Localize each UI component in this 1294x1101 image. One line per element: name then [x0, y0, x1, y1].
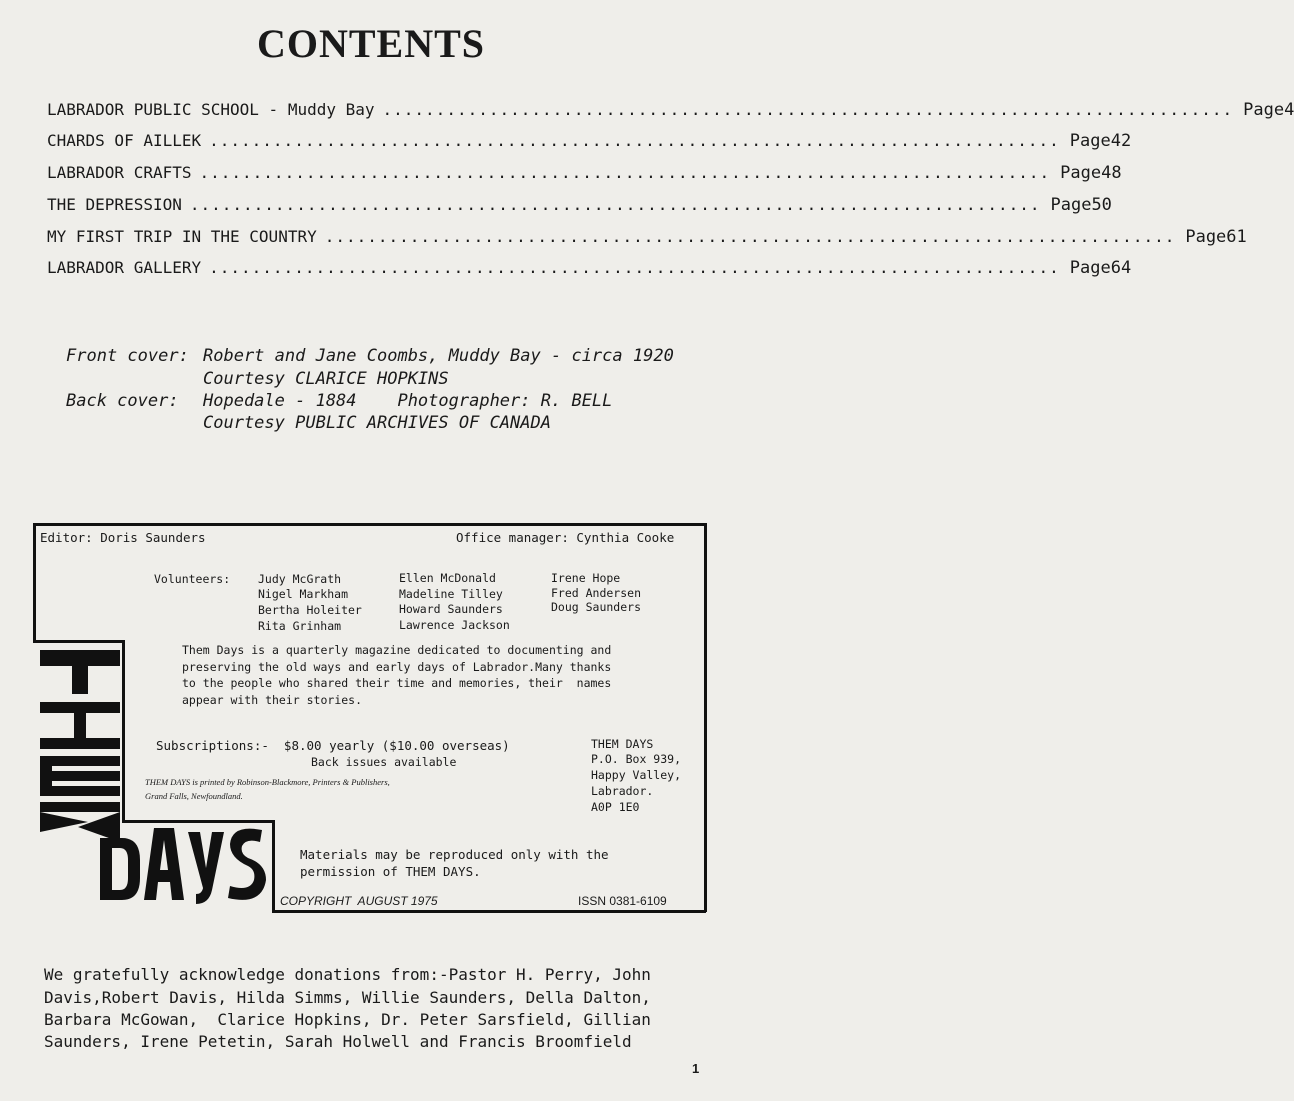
printer-line: THEM DAYS is printed by Robinson-Blackmore, Printers & Publishers,	[145, 777, 390, 787]
toc-page-number: 61	[1226, 227, 1247, 247]
front-cover-caption: Robert and Jane Coombs, Muddy Bay - circa 1920	[203, 346, 674, 366]
address-line: Labrador.	[591, 784, 654, 798]
toc-page-number: 50	[1091, 195, 1112, 215]
materials-line: Materials may be reproduced only with the	[300, 847, 609, 862]
description-line: preserving the old ways and early days of Labrador.Many thanks	[182, 660, 612, 674]
volunteer-name: Lawrence Jackson	[399, 618, 510, 632]
volunteer-name: Nigel Markham	[258, 587, 349, 601]
toc-entry-title: MY FIRST TRIP IN THE COUNTRY	[47, 227, 317, 246]
office-manager-credit: Office manager: Cynthia Cooke	[456, 530, 675, 545]
issn-number: ISSN 0381-6109	[578, 894, 667, 908]
toc-page-number: 4	[1284, 100, 1294, 120]
description-line: to the people who shared their time and memories, their names	[182, 676, 612, 690]
box-border	[272, 910, 706, 913]
toc-entry-title: CHARDS OF AILLEK	[47, 131, 202, 150]
description-line: Them Days is a quarterly magazine dedicated to documenting and	[182, 643, 612, 657]
address-line: P.O. Box 939,	[591, 752, 682, 766]
box-border	[704, 523, 707, 912]
toc-entry[interactable]	[47, 163, 1122, 189]
toc-entry[interactable]	[47, 258, 1132, 284]
toc-entry-title: LABRADOR PUBLIC SCHOOL - Muddy Bay	[47, 100, 375, 119]
toc-page-number: 48	[1101, 163, 1122, 183]
page-title: CONTENTS	[256, 21, 486, 66]
toc-leader-dots: ................................................................................	[199, 163, 1051, 182]
description-line: appear with their stories.	[182, 693, 363, 707]
acknowledgement-line: Barbara McGowan, Clarice Hopkins, Dr. Peter Sarsfield, Gillian	[44, 1010, 651, 1029]
volunteer-name: Madeline Tilley	[399, 587, 503, 601]
box-border	[272, 820, 275, 912]
acknowledgement-line: Saunders, Irene Petetin, Sarah Holwell and Francis Broomfield	[44, 1032, 632, 1051]
volunteer-name: Ellen McDonald	[399, 571, 496, 585]
back-cover-courtesy: Courtesy PUBLIC ARCHIVES OF CANADA	[203, 413, 551, 433]
toc-page-label: Page	[1069, 131, 1111, 151]
back-cover-caption: Hopedale - 1884 Photographer: R. BELL	[203, 391, 613, 411]
toc-page-label: Page	[1050, 195, 1092, 215]
toc-entry[interactable]	[47, 100, 1294, 126]
days-wordmark-icon	[96, 820, 268, 906]
toc-entry[interactable]	[47, 227, 1247, 253]
toc-entry[interactable]	[47, 131, 1132, 157]
volunteer-name: Irene Hope	[551, 571, 621, 585]
page-number: 1	[692, 1061, 700, 1076]
volunteer-name: Rita Grinham	[258, 619, 342, 633]
toc-leader-dots: ................................................................................	[382, 100, 1234, 119]
front-cover-courtesy: Courtesy CLARICE HOPKINS	[203, 369, 449, 389]
toc-page-number: 64	[1110, 258, 1132, 278]
toc-page-label: Page	[1060, 163, 1102, 183]
back-cover-label: Back cover:	[66, 391, 179, 411]
address-line: THEM DAYS	[591, 737, 654, 751]
box-border	[33, 523, 36, 641]
volunteer-name: Doug Saunders	[551, 600, 642, 614]
toc-page-number: 42	[1110, 131, 1132, 151]
copyright-notice: COPYRIGHT AUGUST 1975	[280, 894, 438, 908]
toc-leader-dots: ................................................................................	[189, 195, 1041, 214]
toc-page-label: Page	[1185, 227, 1227, 247]
address-line: Happy Valley,	[591, 768, 682, 782]
editor-credit: Editor: Doris Saunders	[40, 530, 206, 545]
acknowledgement-line: Davis,Robert Davis, Hilda Simms, Willie Saunders, Della Dalton,	[44, 988, 651, 1007]
box-border	[33, 523, 705, 526]
front-cover-label: Front cover:	[66, 346, 189, 366]
toc-entry-title: LABRADOR CRAFTS	[47, 163, 192, 182]
toc-entry[interactable]	[47, 195, 1112, 221]
toc-leader-dots: ................................................................................	[324, 227, 1176, 246]
address-line: A0P 1E0	[591, 800, 640, 814]
volunteer-name: Fred Andersen	[551, 586, 642, 600]
toc-entry-title: LABRADOR GALLERY	[47, 258, 202, 277]
back-issues-line: Back issues available	[311, 755, 457, 769]
toc-entry-title: THE DEPRESSION	[47, 195, 182, 214]
subscriptions-line: Subscriptions:- $8.00 yearly ($10.00 overseas)	[156, 738, 510, 753]
toc-leader-dots: ................................................................................	[209, 258, 1060, 277]
acknowledgement-line: We gratefully acknowledge donations from:-Pastor H. Perry, John	[44, 965, 651, 984]
volunteer-name: Judy McGrath	[258, 572, 342, 586]
toc-page-label: Page	[1243, 100, 1285, 120]
toc-page-label: Page	[1069, 258, 1111, 278]
volunteers-label: Volunteers:	[154, 572, 231, 586]
materials-line: permission of THEM DAYS.	[300, 864, 481, 879]
volunteer-name: Bertha Holeiter	[258, 603, 362, 617]
volunteer-name: Howard Saunders	[399, 602, 503, 616]
toc-leader-dots: ................................................................................	[209, 131, 1060, 150]
printer-line: Grand Falls, Newfoundland.	[145, 791, 243, 801]
